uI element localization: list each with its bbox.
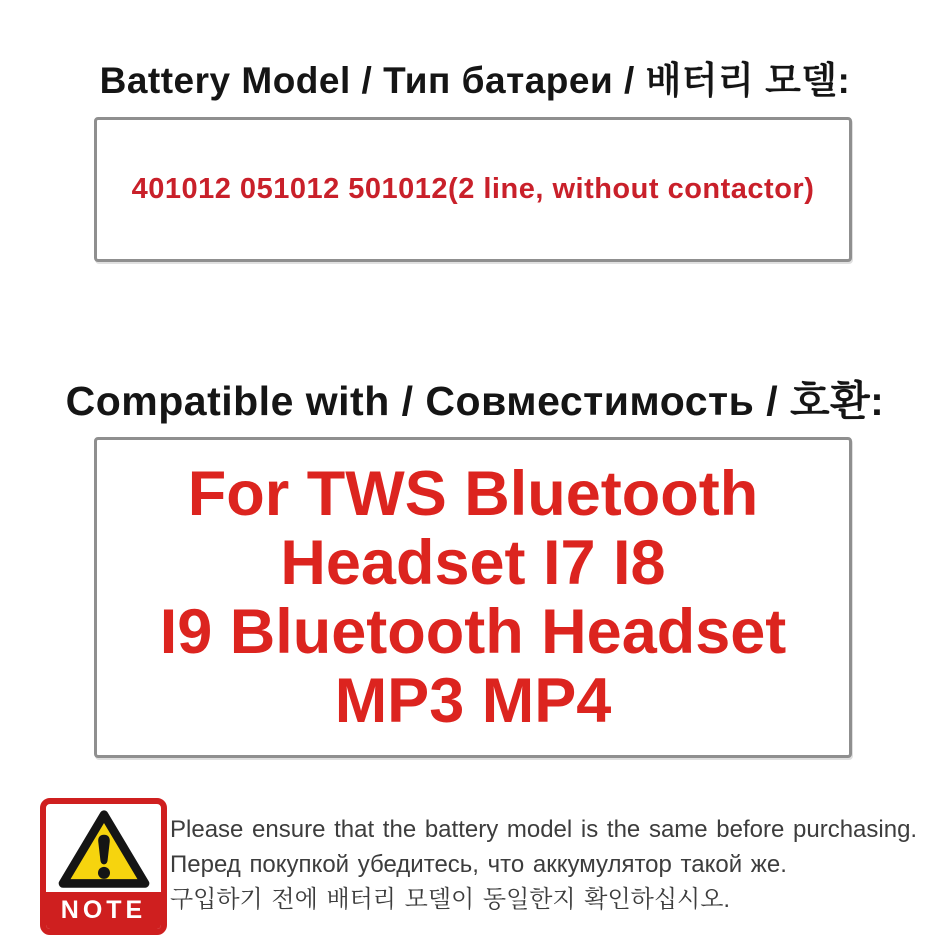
note-warning-sign <box>40 798 167 935</box>
battery-model-heading: Battery Model / Тип батареи / 배터리 모델: <box>99 60 851 101</box>
note-line-korean: 구입하기 전에 배터리 모델이 동일한지 확인하십시오. <box>170 886 731 913</box>
note-text-block <box>170 812 930 917</box>
note-label: NOTE <box>46 892 161 929</box>
compatible-line-3: I9 Bluetooth Headset <box>159 596 787 667</box>
note-line-english: Please ensure that the battery model is the same before purchasing. <box>170 816 918 843</box>
compatible-line-4: MP3 MP4 <box>334 665 612 736</box>
compatible-heading: Compatible with / Совместимость / 호환: <box>65 378 885 424</box>
compatible-line-2: Headset I7 I8 <box>280 527 666 598</box>
note-line-russian: Перед покупкой убедитесь, что аккумулятор такой же. <box>170 851 787 878</box>
warning-triangle-icon <box>46 804 161 892</box>
compatible-box <box>94 437 852 758</box>
battery-model-value: 401012 051012 501012(2 line, without contactor) <box>131 173 815 205</box>
battery-model-box <box>94 117 852 262</box>
compatible-line-1: For TWS Bluetooth <box>187 458 759 529</box>
